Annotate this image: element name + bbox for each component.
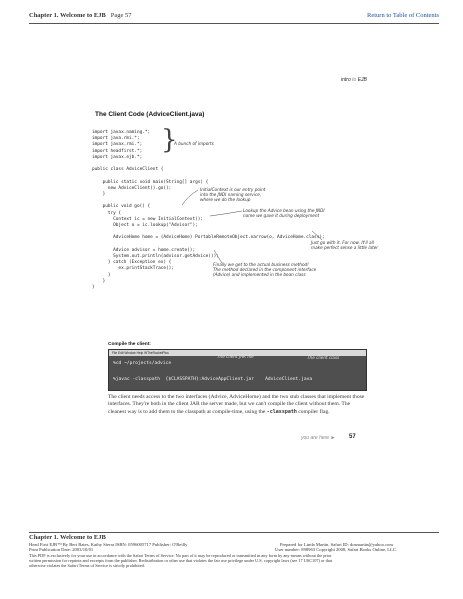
footer-book: Head First EJB™ By Bert Bates, Kathy Sierra ISBN: 0596005717 Publisher: O'Reilly: [29, 542, 188, 547]
footer-print-date: Print Publication Date: 2003/10/01: [29, 547, 94, 552]
code-line: import headfirst.*;: [92, 148, 143, 154]
note-business-method: Finally we get to the actual business method! The method declared in the component interface (Advice) and implemented in the bean class: [213, 262, 317, 277]
note-client-jar: The client JAR file: [217, 354, 254, 359]
footer-prepared: Prepared for Linda Martin, Safari ID: dosmartin@yahoo.com: [280, 542, 393, 547]
footer-license-3: otherwise violates the Safari Terms of Service is strictly prohibited.: [29, 563, 145, 568]
code-line: Object o = ic.lookup("Advisor");: [92, 223, 198, 228]
code-line: Context ic = new InitialContext();: [92, 216, 204, 222]
code-line: new AdviceClient().go();: [92, 185, 172, 191]
chapter-title: Chapter 1. Welcome to EJB: [29, 12, 106, 19]
terminal-line-1: %cd ~/projects/advice: [113, 361, 172, 366]
section-title: The Client Code (AdviceClient.java): [95, 111, 205, 118]
terminal-line-2: %javac -classpath {$CLASSPATH}:AdviceAppClient.jar AdviceClient.java: [113, 377, 313, 382]
code-line: } catch (Exception ex) {: [92, 260, 172, 266]
code-line: }: [92, 278, 106, 284]
note-imports: A bunch of imports: [174, 141, 214, 146]
code-line: import java.rmi.*;: [92, 136, 140, 142]
footer-license-1: This PDF is exclusively for your use in accordance with the Safari Terms of Service. No part of it may be reproduced or transmitted in any form by any means without the prior: [29, 553, 332, 558]
toc-link[interactable]: Return to Table of Contents: [367, 12, 439, 19]
classpath-flag: -classpath: [266, 408, 297, 415]
code-line: AdviceHome home = (AdviceHome) PortableRemoteObject.narrow(o, AdviceHome.class);: [92, 235, 325, 241]
note-lookup: Lookup the Advice bean using the JNDI name we gave it during deployment: [243, 208, 325, 218]
footer-user: User number: 898963 Copyright 2008, Safari Books Online, LLC.: [275, 547, 398, 552]
body-paragraph: [108, 394, 366, 416]
code-line: }: [92, 192, 106, 197]
note-narrow: Just go with it. For now. It'll all make perfect sense a little later: [311, 240, 379, 250]
code-line: import javax.naming.*;: [92, 130, 151, 135]
code-line: try {: [92, 210, 122, 216]
code-line: import javax.ejb.*;: [92, 154, 143, 160]
intro-word: intro: [341, 77, 351, 83]
terminal-menubar: File Edit Window Help WTheRocketPlus: [109, 350, 366, 356]
page-number-footer: 57: [349, 434, 356, 440]
code-line: }: [92, 272, 111, 278]
code-line: public class AdviceClient {: [92, 167, 164, 173]
intro-name: EJB: [357, 77, 367, 83]
code-line: import javax.rmi.*;: [92, 142, 143, 148]
note-initial-context: InitialContext is our entry point into the JNDI naming service, where we do the lookup: [200, 187, 266, 202]
code-line: }: [92, 285, 95, 290]
footer-license-2: written permission for reprints and excerpts from the publisher. Redistribution or other use that violates the fair use privilege under U.S. copyright laws (see 17 USC107) or that: [29, 558, 333, 563]
code-line: public void go() {: [92, 204, 151, 210]
note-client-class: The client class: [307, 355, 340, 360]
paragraph-text-1: The client needs access to the two interfaces (Advice, AdviceHome) and the two stub classes that implement those interfaces. They're both in the client JAR the server made, but we can't compile the client without them. The cleanest way is to add them to the classpath at compile-time, using the: [108, 394, 365, 415]
paragraph-text-2: compiler flag.: [296, 408, 330, 415]
code-line: public static void main(String[] args) {: [92, 179, 209, 185]
page-number: Page 57: [110, 12, 132, 19]
footer-divider: [29, 532, 439, 533]
footer-chapter: Chapter 1. Welcome to EJB: [29, 534, 106, 541]
you-are-here: [301, 435, 335, 441]
terminal-window: [108, 349, 367, 391]
intro-to: to: [352, 77, 357, 83]
imports-brace: }: [161, 125, 178, 155]
code-line: ex.printStackTrace();: [92, 266, 174, 272]
code-line: System.out.println(advisor.getAdvice());: [92, 254, 219, 259]
you-are-here-text: you are here: [301, 435, 330, 441]
compile-label: Compile the client:: [108, 342, 151, 347]
arrow-icon: ►: [330, 435, 336, 441]
code-line: Advice advisor = home.create();: [92, 247, 196, 253]
